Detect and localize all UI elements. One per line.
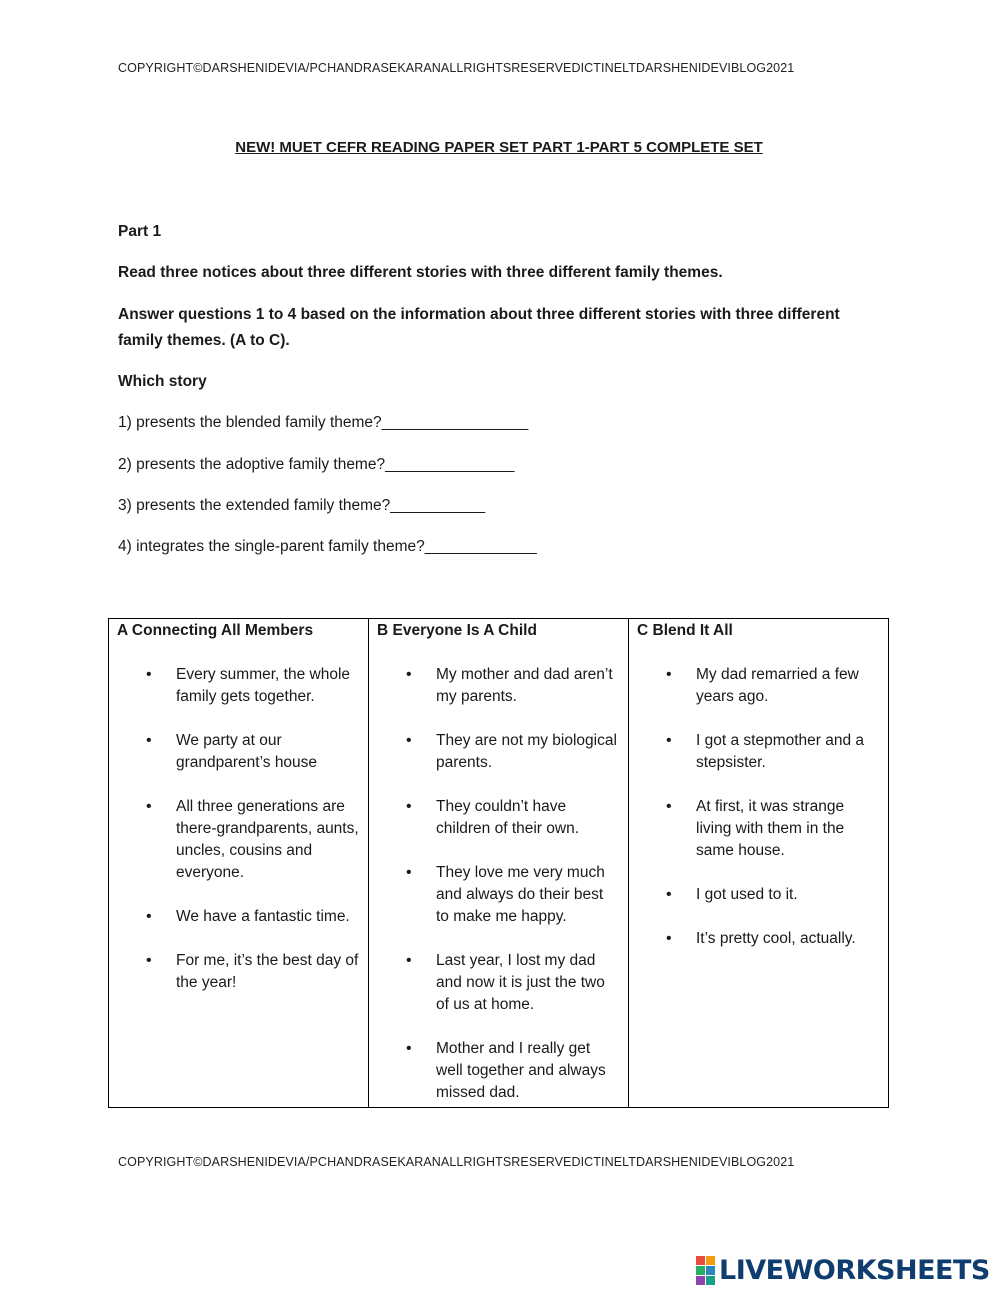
- copyright-footer: COPYRIGHT©DARSHENIDEVIA/PCHANDRASEKARANALLRIGHTSRESERVEDICTINELTDARSHENIDEVIBLOG2021: [118, 1155, 795, 1169]
- story-a-cell: [109, 619, 369, 1108]
- logo-block: [706, 1256, 715, 1265]
- list-item: • They love me very much and always do their best to make me happy.: [436, 862, 620, 928]
- stories-table: [108, 618, 889, 1108]
- logo-blocks-icon: [696, 1256, 715, 1285]
- question-4: 4) integrates the single-parent family theme?_____________: [118, 538, 537, 555]
- list-item: • Mother and I really get well together and always missed dad.: [436, 1038, 620, 1104]
- story-b-list: [377, 664, 620, 1104]
- list-item: • It’s pretty cool, actually.: [696, 928, 880, 950]
- list-item: • We party at our grandparent’s house: [176, 730, 360, 774]
- list-item: • My mother and dad aren’t my parents.: [436, 664, 620, 708]
- story-c-heading: C Blend It All: [637, 622, 733, 639]
- list-item: • My dad remarried a few years ago.: [696, 664, 880, 708]
- story-a-heading: A Connecting All Members: [117, 622, 314, 639]
- story-c-cell: [629, 619, 889, 1108]
- logo-block: [706, 1276, 715, 1285]
- logo-block: [696, 1256, 705, 1265]
- list-item: • I got used to it.: [696, 884, 880, 906]
- list-item: • They couldn’t have children of their own.: [436, 796, 620, 840]
- instruction-answer: Answer questions 1 to 4 based on the information about three different stories with three different family themes. (A to C).: [118, 306, 840, 349]
- logo-block: [696, 1276, 705, 1285]
- logo-block: [696, 1266, 705, 1275]
- question-2: 2) presents the adoptive family theme?_______________: [118, 456, 515, 473]
- document-title: NEW! MUET CEFR READING PAPER SET PART 1-PART 5 COMPLETE SET: [235, 139, 763, 156]
- liveworksheets-logo[interactable]: [696, 1253, 990, 1287]
- instruction-read: Read three notices about three different stories with three different family themes.: [118, 264, 723, 281]
- list-item: • All three generations are there-grandparents, aunts, uncles, cousins and everyone.: [176, 796, 360, 884]
- question-3: 3) presents the extended family theme?___________: [118, 497, 486, 514]
- list-item: • I got a stepmother and a stepsister.: [696, 730, 880, 774]
- list-item: • Last year, I lost my dad and now it is just the two of us at home.: [436, 950, 620, 1016]
- story-a-list: [117, 664, 360, 994]
- brand-name: LIVEWORKSHEETS: [719, 1254, 990, 1286]
- story-c-list: [637, 664, 880, 950]
- part-label: Part 1: [118, 223, 162, 240]
- list-item: • Every summer, the whole family gets together.: [176, 664, 360, 708]
- list-item: • At first, it was strange living with them in the same house.: [696, 796, 880, 862]
- copyright-header: COPYRIGHT©DARSHENIDEVIA/PCHANDRASEKARANALLRIGHTSRESERVEDICTINELTDARSHENIDEVIBLOG2021: [118, 61, 795, 75]
- story-b-cell: [369, 619, 629, 1108]
- list-item: • They are not my biological parents.: [436, 730, 620, 774]
- story-b-heading: B Everyone Is A Child: [377, 622, 537, 639]
- which-story-label: Which story: [118, 373, 207, 390]
- question-1: 1) presents the blended family theme?_________________: [118, 414, 529, 431]
- list-item: • We have a fantastic time.: [176, 906, 360, 928]
- logo-block: [706, 1266, 715, 1275]
- list-item: • For me, it’s the best day of the year!: [176, 950, 360, 994]
